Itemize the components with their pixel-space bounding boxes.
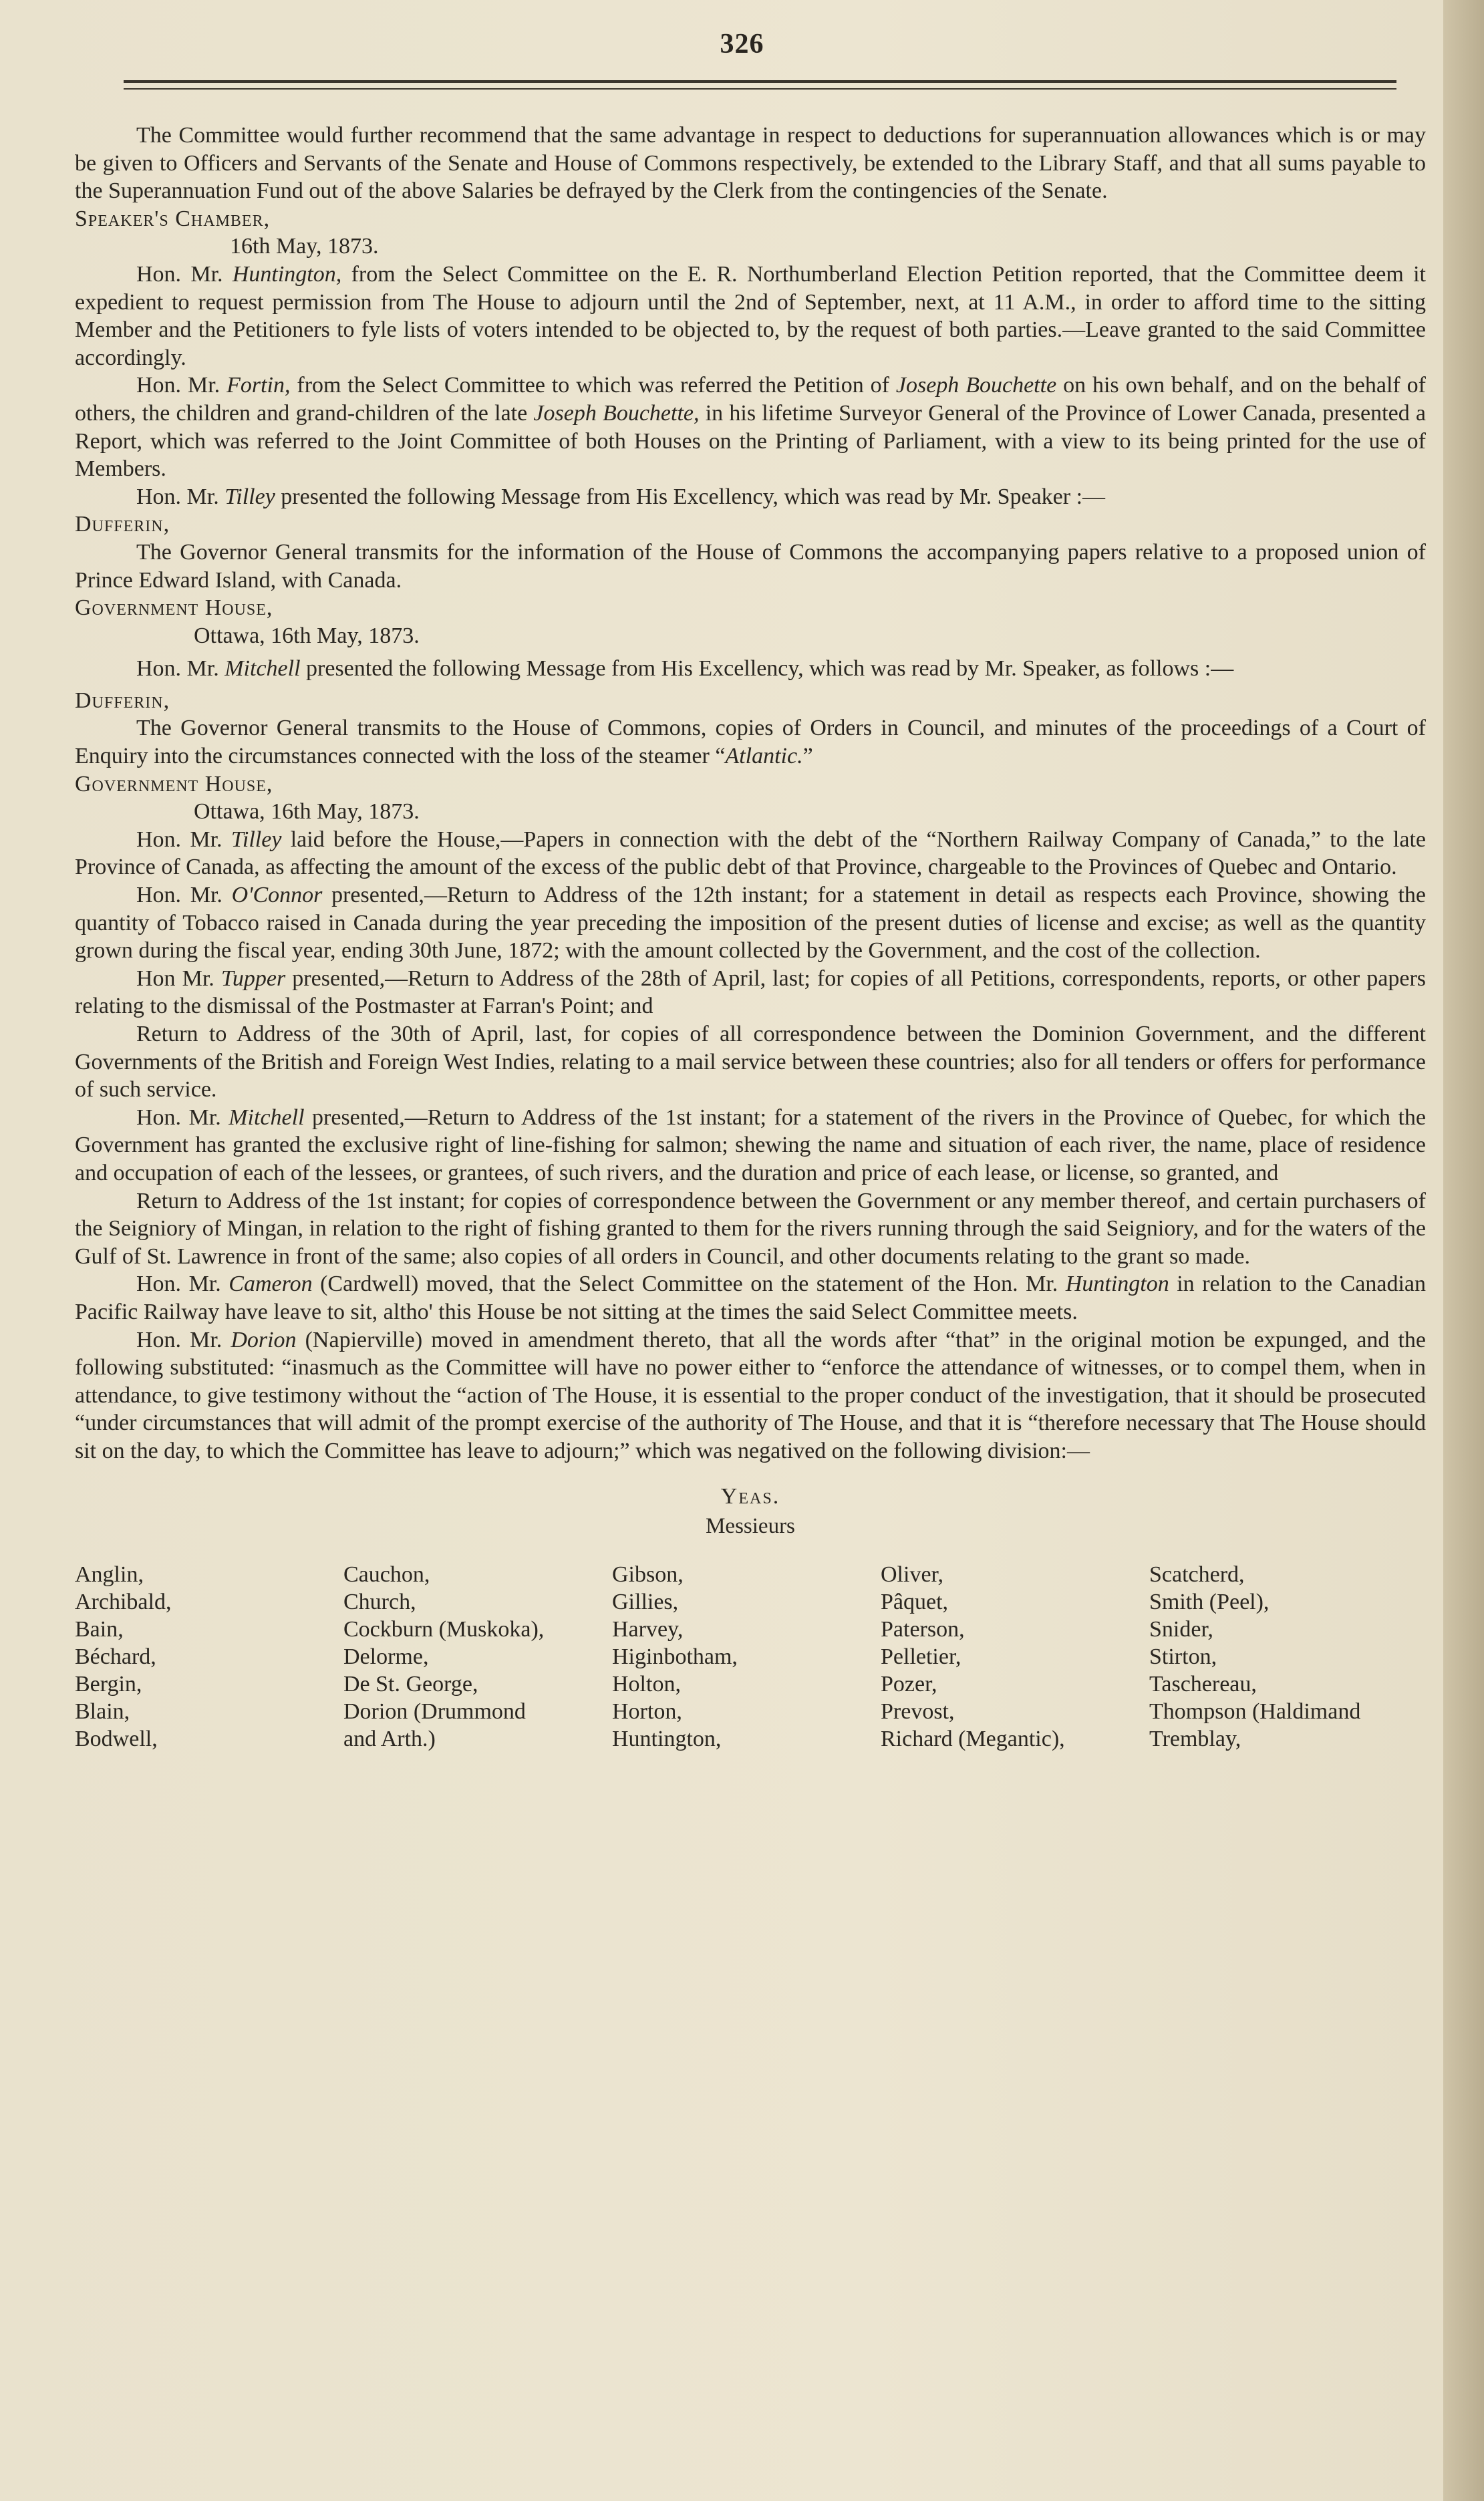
page-edge-shadow <box>1443 0 1484 2501</box>
name-entry: Pâquet, <box>881 1589 949 1614</box>
name-entry: Delorme, <box>343 1644 429 1669</box>
name-entry: Stirton, <box>1149 1644 1217 1669</box>
paragraph-superannuation: The Committee would further recommend that the same advantage in respect to deductions for superannuation allowances which is or may be given to Officers and Servants of the Senate and House of Commons respectively, be extended to the Library Staff, and that all sums payable to the Superannuation Fund out of the above Salaries be defrayed by the Clerk from the contingencies of the Senate. <box>75 123 1426 204</box>
name-entry: Horton, <box>612 1699 682 1724</box>
name-entry: Tremblay, <box>1149 1726 1241 1751</box>
paragraph-huntington-report: Hon. Mr. Huntington, from the Select Committee on the E. R. Northumberland Election Petition reported, that the Committee deem it expedient to request permission from The House to adjourn until the 2nd of September, next, at 11 A.M., in order to afford time to the sitting Member and the Petitioners to fyle lists of voters intended to be objected to, by the request of both parties.—Leave granted to the said Committee accordingly. <box>75 261 1426 370</box>
name-entry: Cockburn (Muskoka), <box>343 1616 545 1642</box>
name-entry: Thompson (Haldimand <box>1149 1699 1361 1724</box>
name-entry: Béchard, <box>75 1644 156 1669</box>
name-entry: Oliver, <box>881 1562 943 1587</box>
paragraph-tupper-return: Hon Mr. Tupper presented,—Return to Address of the 28th of April, last; for copies of all Petitions, correspondents, reports, or other papers relating to the dismissal of the Postmaster at Farran's Point; and <box>75 966 1426 1019</box>
name-entry: Snider, <box>1149 1616 1213 1642</box>
paragraph-cameron-motion: Hon. Mr. Cameron (Cardwell) moved, that the Select Committee on the statement of the Hon. Mr. Huntington in relation to the Canadian Pacific Railway have leave to sit, altho' this House be not sitting at the times the said Select Committee meets. <box>75 1272 1426 1324</box>
name-entry: Bain, <box>75 1616 124 1642</box>
speakers-chamber-heading: Speaker's Chamber, <box>75 206 271 231</box>
name-entry: Church, <box>343 1589 416 1614</box>
name-entry: Gillies, <box>612 1589 679 1614</box>
date-line: Ottawa, 16th May, 1873. <box>194 623 420 648</box>
name-entry: Holton, <box>612 1671 681 1697</box>
paragraph-tilley-message: Hon. Mr. Tilley presented the following Message from His Excellency, which was read by Mr. Speaker :— <box>136 484 1106 509</box>
name-entry: Anglin, <box>75 1562 144 1587</box>
government-house-heading: Government House, <box>75 771 273 796</box>
name-entry: Richard (Megantic), <box>881 1726 1065 1751</box>
journal-text <box>75 122 1426 1753</box>
page-number: 326 <box>720 29 764 59</box>
paragraph-mitchell-return: Hon. Mr. Mitchell presented,—Return to Address of the 1st instant; for a statement of the rivers in the Province of Quebec, for which the Government has granted the exclusive right of line-fishing for salmon; shewing the name and situation of each river, the name, place of residence and occupation of each of the lessees, or grantees, of such rivers, and the duration and price of each lease, or license, so granted, and <box>75 1105 1427 1185</box>
name-entry: Prevost, <box>881 1699 955 1724</box>
name-entry: Harvey, <box>612 1616 684 1642</box>
name-entry: Dorion (Drummond <box>343 1699 526 1724</box>
date-line: Ottawa, 16th May, 1873. <box>194 799 420 825</box>
name-entry: Blain, <box>75 1699 130 1724</box>
name-entry: De St. George, <box>343 1671 478 1697</box>
paragraph-tilley-papers: Hon. Mr. Tilley laid before the House,—Papers in connection with the debt of the “Northern Railway Company of Canada,” to the late Province of Canada, as affecting the amount of the excess of the public debt of that Province, chargeable to the Provinces of Quebec and Ontario. <box>75 827 1426 880</box>
name-entry: Pozer, <box>881 1671 937 1697</box>
paragraph-oconnor-return: Hon. Mr. O'Connor presented,—Return to Address of the 12th instant; for a statement in detail as respects each Province, showing the quantity of Tobacco raised in Canada during the year preceding the imposition of the present duties of license and excise; as well as the quantity grown during the fiscal year, ending 30th June, 1872; with the amount collected by the Government, and the cost of the collection. <box>75 883 1426 964</box>
name-entry: Bodwell, <box>75 1726 158 1751</box>
name-entry: Archibald, <box>75 1589 172 1614</box>
name-entry: Huntington, <box>612 1726 722 1751</box>
paragraph-dorion-amendment: Hon. Mr. Dorion (Napierville) moved in amendment thereto, that all the words after “that” in the original motion be expunged, and the following substituted: “inasmuch as the Committee will have no power either to “enforce the attendance of witnesses, or to compel them, when in attendance, to give testimony without the “action of The House, it is essential to the proper conduct of the investigation, that it should be prosecuted “under circumstances that will admit of the prompt exercise of the authority of The House, and that it is “therefore necessary that The House should sit on the day, to which the Committee has leave to adjourn;” which was negatived on the following division:— <box>75 1327 1427 1463</box>
name-entry: Smith (Peel), <box>1149 1589 1270 1614</box>
division-names <box>75 1561 1426 1753</box>
name-entry: Gibson, <box>612 1562 684 1587</box>
name-entry: Taschereau, <box>1149 1671 1257 1697</box>
paragraph-mitchell-message: Hon. Mr. Mitchell presented the following Message from His Excellency, which was read by Mr. Speaker, as follows :— <box>136 656 1234 682</box>
name-entry: Pelletier, <box>881 1644 961 1669</box>
name-entry: and Arth.) <box>343 1726 436 1751</box>
yeas-heading: Yeas. <box>720 1483 780 1509</box>
name-entry: Higinbotham, <box>612 1644 738 1669</box>
header-rule-thick <box>124 80 1396 83</box>
name-entry: Scatcherd, <box>1149 1562 1245 1587</box>
dufferin-signature: Dufferin, <box>75 512 170 537</box>
government-house-heading: Government House, <box>75 595 273 621</box>
paragraph-atlantic-enquiry: The Governor General transmits to the House of Commons, copies of Orders in Council, and minutes of the proceedings of a Court of Enquiry into the circumstances connected with the loss of the steamer “Atlantic.” <box>75 716 1426 769</box>
name-entry: Bergin, <box>75 1671 142 1697</box>
name-entry: Paterson, <box>881 1616 965 1642</box>
messieurs-heading: Messieurs <box>706 1514 795 1539</box>
paragraph-fortin-report: Hon. Mr. Fortin, from the Select Committee to which was referred the Petition of Joseph Bouchette on his own behalf, and on the behalf of others, the children and grand-children of the late Joseph Bouchette, in his lifetime Surveyor General of the Province of Lower Canada, presented a Report, which was referred to the Joint Committee of both Houses on the Printing of Parliament, with a view to its being printed for the use of Members. <box>75 373 1426 482</box>
dufferin-signature: Dufferin, <box>75 688 170 713</box>
paragraph-pei-union: The Governor General transmits for the information of the House of Commons the accompanying papers relative to a proposed union of Prince Edward Island, with Canada. <box>75 539 1426 593</box>
header-rule-thin <box>124 88 1396 90</box>
date-line: 16th May, 1873. <box>230 234 379 259</box>
paragraph-mail-service-return: Return to Address of the 30th of April, last, for copies of all correspondence between the Dominion Government, and the different Governments of the British and Foreign West Indies, relating to a mail service between these countries; also for all tenders or offers for performance of such service. <box>75 1022 1426 1102</box>
paragraph-mingan-return: Return to Address of the 1st instant; for copies of correspondence between the Government or any member thereof, and certain purchasers of the Seigniory of Mingan, in relation to the right of fishing granted to them for the rivers running through the said Seigniory, and for the waters of the Gulf of St. Lawrence in front of the same; also copies of all orders in Council, and other documents relating to the grant so made. <box>75 1188 1426 1269</box>
name-entry: Cauchon, <box>343 1562 430 1587</box>
